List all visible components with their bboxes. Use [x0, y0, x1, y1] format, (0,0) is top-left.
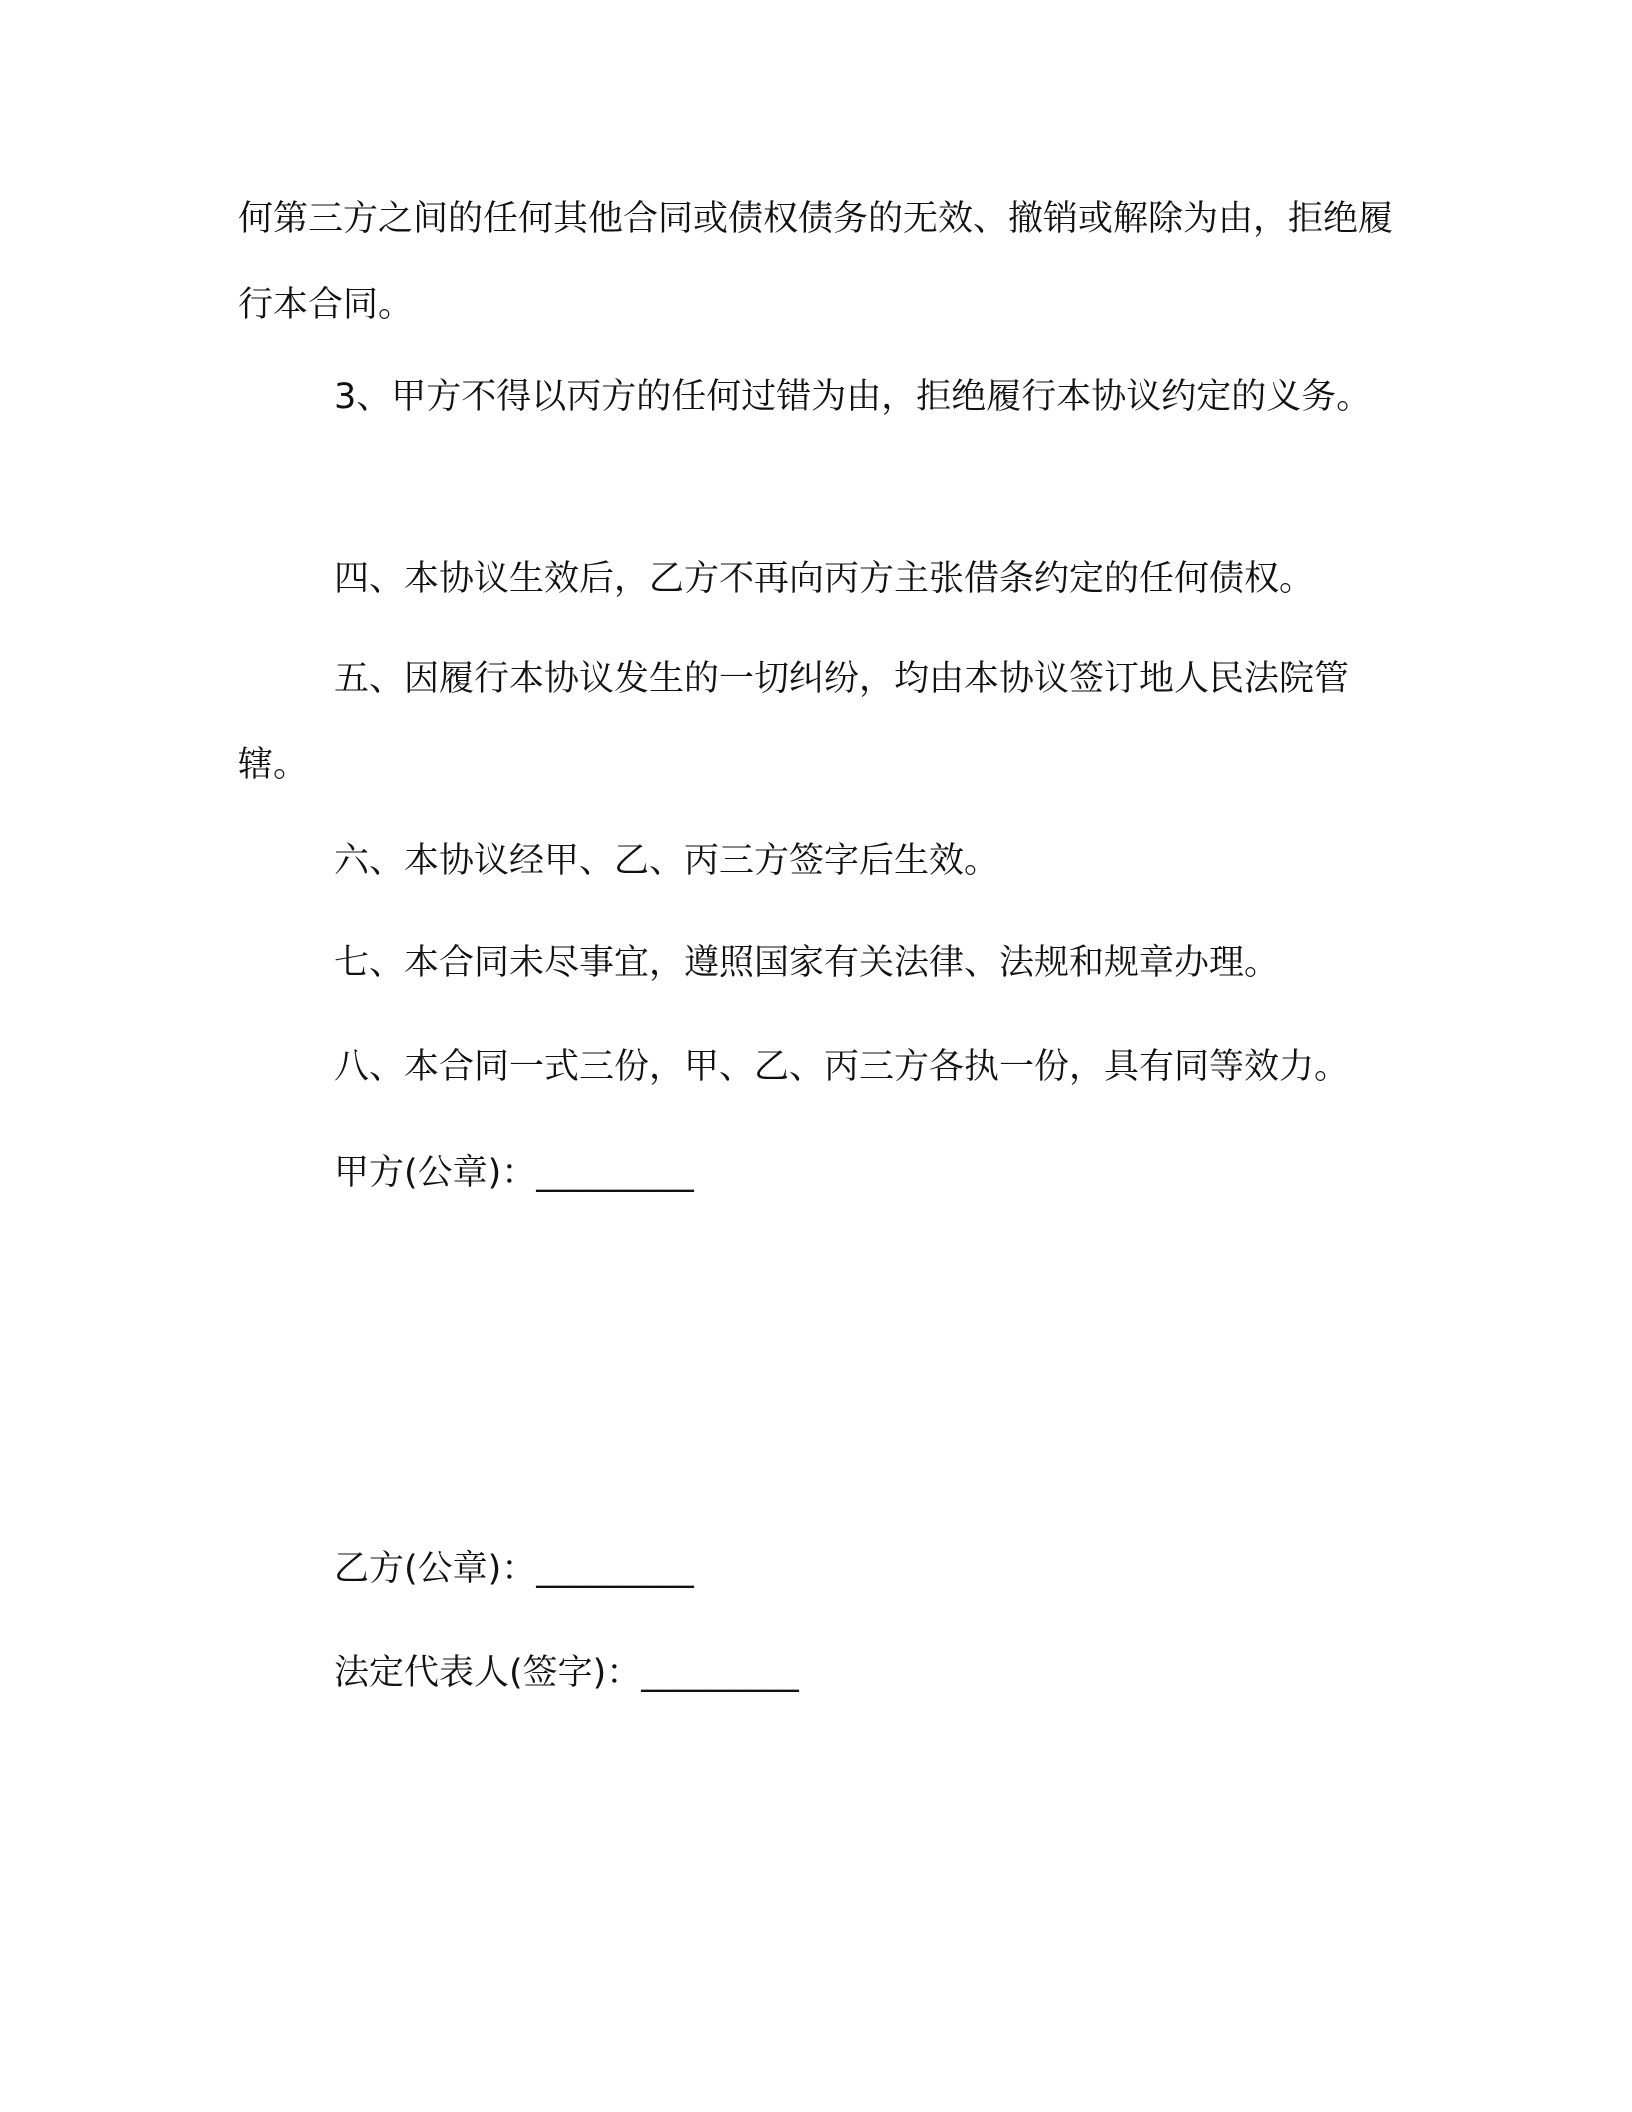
paragraph-clause-5: 五、因履行本协议发生的一切纠纷，均由本协议签订地人民法院管辖。 [238, 659, 1350, 785]
paragraph-clause-8: 八、本合同一式三份，甲、乙、丙三方各执一份，具有同等效力。 [334, 1047, 1350, 1087]
paragraph-clause-3: 3、甲方不得以丙方的任何过错为由，拒绝履行本协议约定的义务。 [334, 377, 1372, 417]
paragraph-clause-6: 六、本协议经甲、乙、丙三方签字后生效。 [334, 841, 1000, 881]
paragraph-clause-7: 七、本合同未尽事宜，遵照国家有关法律、法规和规章办理。 [334, 943, 1280, 983]
signature-legal-representative: 法定代表人(签字)：_________ [334, 1653, 799, 1693]
signature-party-b: 乙方(公章)：_________ [334, 1549, 694, 1589]
signature-party-a: 甲方(公章)：_________ [334, 1153, 694, 1193]
paragraph-clause-4: 四、本协议生效后，乙方不再向丙方主张借条约定的任何债权。 [334, 559, 1315, 599]
paragraph-continuation: 何第三方之间的任何其他合同或债权债务的无效、撤销或解除为由，拒绝履行本合同。 [238, 199, 1394, 325]
